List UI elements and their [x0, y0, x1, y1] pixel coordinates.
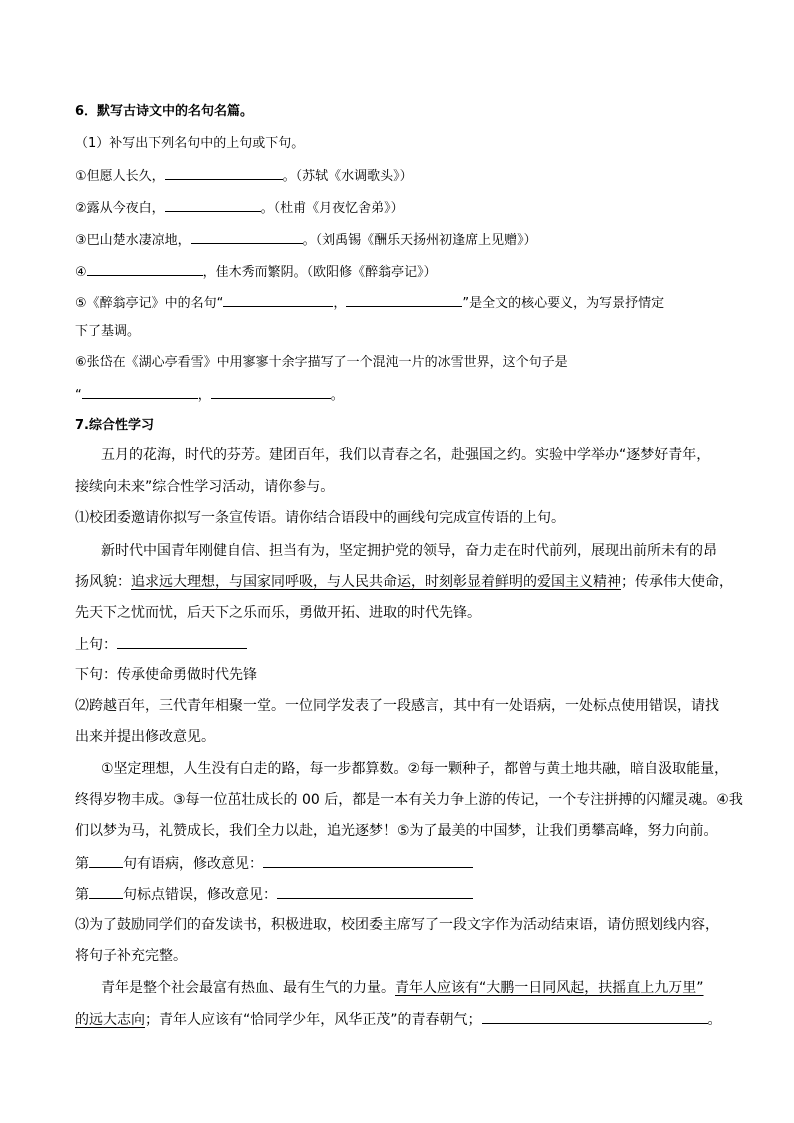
answer-blank[interactable]: [482, 1009, 708, 1024]
answer-prefix: 第: [75, 856, 89, 872]
answer-blank[interactable]: [211, 384, 331, 399]
answer-prefix: 第: [75, 887, 89, 903]
answer-blank[interactable]: [165, 165, 283, 180]
q7-part2-text-3: 们以梦为马，礼赞成长，我们全力以赴，追光逐梦！⑤为了最美的中国梦，让我们勇攀高峰，努力向前。: [75, 823, 718, 839]
q6-line-1: [75, 165, 413, 187]
q7-part1-text-2a: 扬风貌：: [75, 574, 131, 590]
answer-blank[interactable]: [223, 292, 333, 307]
q7-part3-text-2a: ；青年人应该有“恰同学少年，风华正茂”的青春朝气；: [145, 1012, 482, 1028]
q7-part2-answer-1: [75, 853, 473, 874]
answer-blank[interactable]: [277, 884, 473, 899]
q6-line-4-prefix: ④: [75, 265, 87, 280]
q7-part2-text-2: 终得岁物丰成。③每一位茁壮成长的 00 后，都是一本有关力争上游的传记，一个专注拼搏的闪耀灵魂。④我: [75, 792, 743, 808]
q6-line-4-suffix: ，佳木秀而繁阴。（欧阳修《醉翁亭记》）: [202, 265, 437, 280]
q6-line-5-mid: ，: [333, 296, 347, 311]
q7-part2-question-2: 出来并提出修改意见。: [75, 729, 215, 745]
answer-blank[interactable]: [263, 853, 473, 868]
q6-line-1-suffix: 。（苏轼《水调歌头》）: [282, 169, 413, 184]
answer-blank[interactable]: [89, 884, 123, 899]
q6-line-3: [75, 229, 537, 251]
q6-line-6-end: 。: [330, 388, 344, 403]
q6-line-2: [75, 197, 404, 219]
q7-title: 7.综合性学习: [75, 418, 154, 433]
q6-subquestion: （1）补写出下列名句中的上句或下句。: [75, 136, 305, 151]
q7-part3-text-1a: 青年是整个社会最富有热血、最有生气的力量。: [101, 980, 395, 996]
q6-line-6-answer: [75, 384, 344, 406]
q7-part3-end: 。: [707, 1012, 722, 1028]
q6-line-6-mid: ，: [197, 388, 211, 403]
q6-line-1-prefix: ①但愿人长久，: [75, 169, 165, 184]
underlined-sentence: 追求远大理想，与国家同呼吸，与人民共命运，时刻彰显着鲜明的爱国主义精神: [131, 574, 621, 590]
q6-line-2-prefix: ②露从今夜白，: [75, 201, 165, 216]
answer-blank[interactable]: [346, 292, 462, 307]
underlined-sentence: 的远大志向: [75, 1012, 145, 1028]
q7-part1-question: ⑴校团委邀请你拟写一条宣传语。请你结合语段中的画线句完成宣传语的上句。: [75, 510, 565, 526]
open-quote: “: [75, 388, 82, 403]
q6-line-5: [75, 292, 664, 314]
q7-part1-text-3: 先天下之忧而忧，后天下之乐而乐，勇做开拓、进取的时代先锋。: [75, 605, 481, 621]
q7-part3-question-1: ⑶为了鼓励同学们的奋发读书，积极进取，校团委主席写了一段文字作为活动结束语，请仿照划线内容，: [75, 917, 719, 933]
answer-blank[interactable]: [117, 634, 247, 649]
q7-part1-text-2b: ；传承伟大使命，: [621, 574, 733, 590]
q6-title: 6．默写古诗文中的名句名篇。: [75, 104, 254, 119]
answer-blank[interactable]: [87, 261, 203, 276]
q7-intro-line-1: 五月的花海，时代的芬芳。建团百年，我们以青春之名，赴强国之约。实验中学举办“逐梦好青年，: [101, 447, 711, 463]
answer-blank[interactable]: [191, 229, 303, 244]
answer-blank[interactable]: [89, 853, 123, 868]
q6-line-2-suffix: 。（杜甫《月夜忆舍弟》）: [260, 201, 404, 216]
q6-line-5-continued: 下了基调。: [75, 324, 141, 339]
q7-part3-text-2: [75, 1009, 722, 1030]
q7-part2-text-1: ①坚定理想，人生没有白走的路，每一步都算数。②每一颗种子，都曾与黄土地共融，暗自汲取能量，: [101, 761, 729, 777]
q7-part2-answer-2: [75, 884, 473, 905]
answer-blank[interactable]: [165, 197, 261, 212]
q7-part2-question-1: ⑵跨越百年，三代青年相聚一堂。一位同学发表了一段感言，其中有一处语病，一处标点使用错误，请找: [75, 698, 719, 714]
q6-line-6: ⑥张岱在《湖心亭看雪》中用寥寥十余字描写了一个混沌一片的冰雪世界，这个句子是: [75, 355, 568, 370]
q7-intro-line-2: 接续向未来”综合性学习活动，请你参与。: [75, 479, 335, 495]
q7-part1-text-1: 新时代中国青年刚健自信、担当有为，坚定拥护党的领导，奋力走在时代前列，展现出前所未有的昂: [101, 543, 717, 559]
answer-blank[interactable]: [82, 384, 198, 399]
q6-line-3-suffix: 。（刘禹锡《酬乐天扬州初逢席上见赠》）: [302, 233, 537, 248]
q6-line-3-prefix: ③巴山楚水凄凉地，: [75, 233, 191, 248]
underlined-sentence: 青年人应该有“大鹏一日同风起，扶摇直上九万里”: [395, 980, 704, 996]
upper-line-label: 上句：: [75, 637, 117, 653]
q7-part1-lower: 下句：传承使命勇做时代先锋: [75, 667, 257, 683]
answer-label: 句标点错误，修改意见：: [123, 887, 277, 903]
q6-line-4: [75, 261, 437, 283]
q6-line-5-prefix: ⑤《醉翁亭记》中的名句“: [75, 296, 224, 311]
q6-line-5-suffix: ”是全文的核心要义，为写景抒情定: [462, 296, 665, 311]
q7-part3-text-1: [101, 978, 704, 998]
q7-part1-upper: [75, 634, 247, 655]
q7-part3-question-2: 将句子补充完整。: [75, 948, 187, 964]
q7-part1-text-2: [75, 572, 733, 592]
answer-label: 句有语病，修改意见：: [123, 856, 263, 872]
